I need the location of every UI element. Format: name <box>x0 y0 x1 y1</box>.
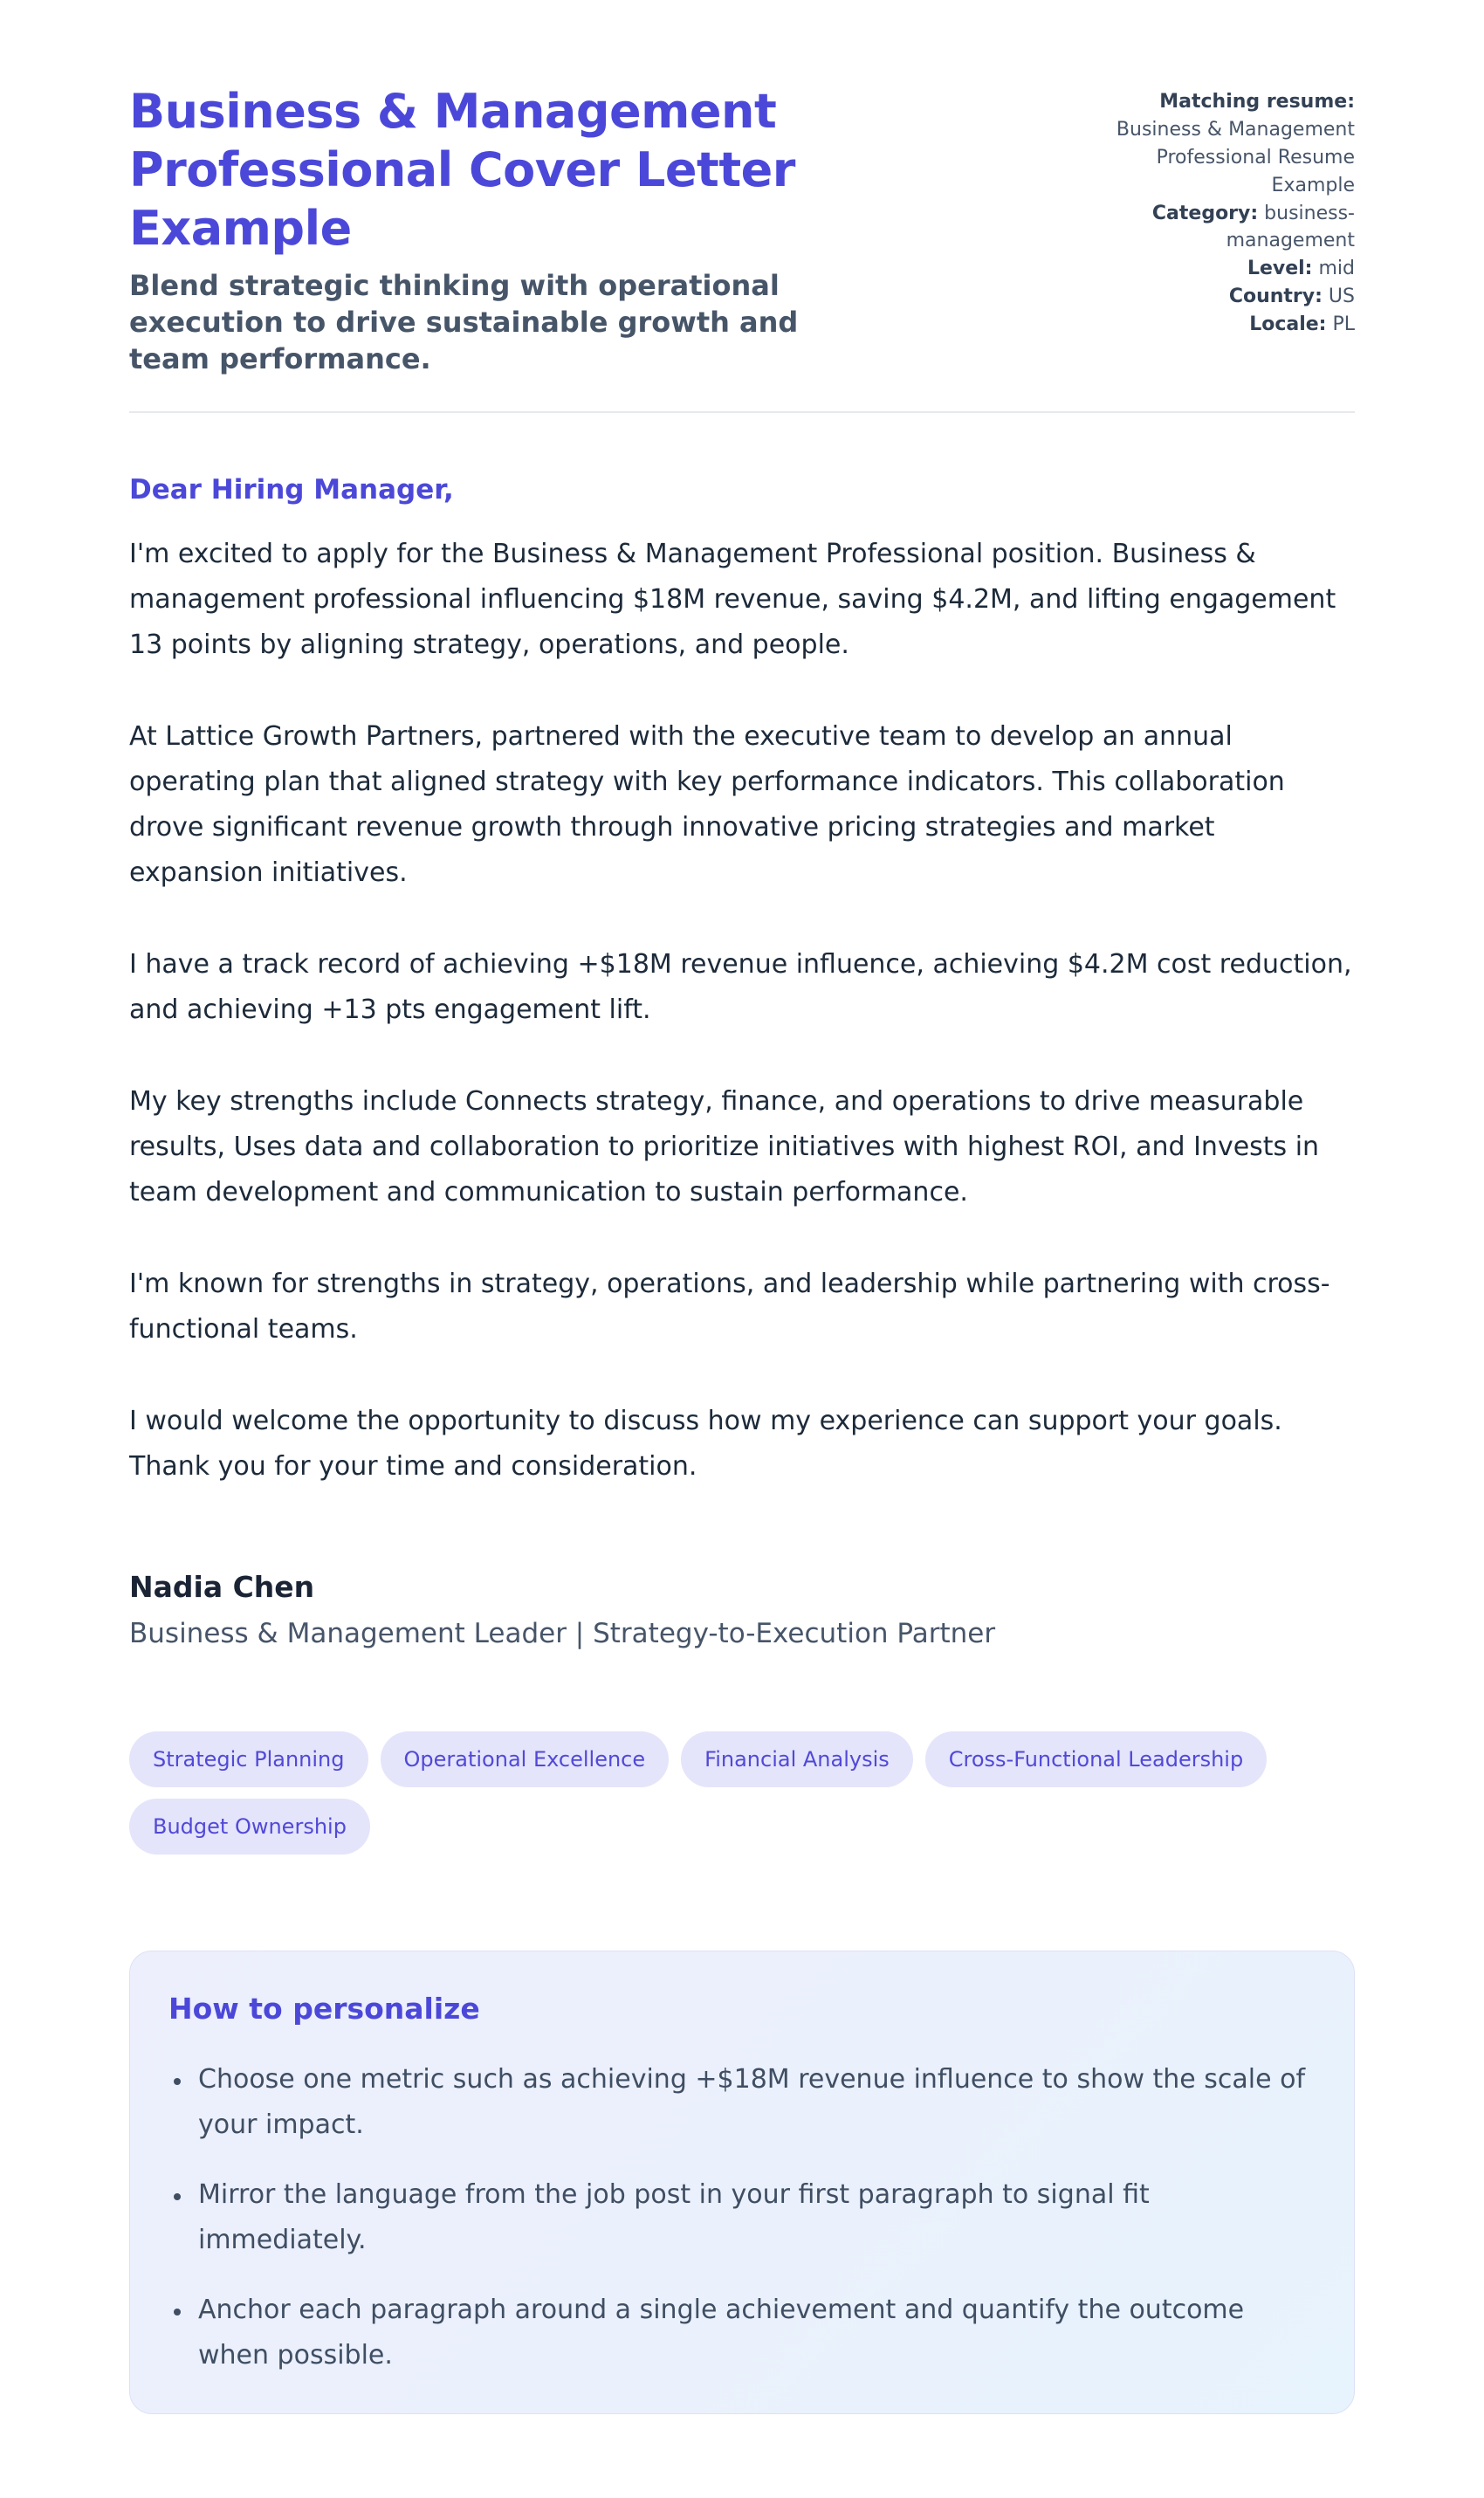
meta-country <box>1075 283 1355 311</box>
meta-label: Level: <box>1247 258 1313 280</box>
tag-pill-financial-analysis: Financial Analysis <box>681 1731 913 1787</box>
meta-value: Business & Management Professional Resume Example <box>1116 118 1355 196</box>
letter-paragraph-2: At Lattice Growth Partners, partnered with the executive team to develop an annual operating plan that aligned strategy with key performance indicators. This collaboration drove significant revenue growth through innovative pricing strategies and market expansion initiatives. <box>129 720 1285 888</box>
letter-paragraph-5: I'm known for strengths in strategy, operations, and leadership while partnering with cross-functional teams. <box>129 1268 1330 1345</box>
tip-item-1: • Choose one metric such as achieving +$18M revenue influence to show the scale of your impact. <box>193 2057 1309 2148</box>
tips-list <box>168 2057 1309 2378</box>
signature-title: Business & Management Leader | Strategy-to-Execution Partner <box>129 1617 996 1649</box>
meta-matching-resume <box>1075 88 1355 200</box>
content <box>129 83 1355 2414</box>
meta-value: mid <box>1318 258 1355 280</box>
meta-label: Locale: <box>1249 313 1327 336</box>
meta-value: US <box>1328 286 1355 308</box>
meta-value: business-management <box>1226 202 1355 252</box>
tip-item-2: • Mirror the language from the job post in your first paragraph to signal fit immediately. <box>193 2172 1309 2263</box>
tip-item-3: • Anchor each paragraph around a single achievement and quantify the outcome when possible. <box>193 2288 1309 2378</box>
cover-letter-body <box>129 474 1355 1649</box>
header-divider <box>129 411 1355 413</box>
meta-label: Country: <box>1228 286 1323 308</box>
meta-locale <box>1075 311 1355 339</box>
letter-paragraph-3: I have a track record of achieving +$18M revenue influence, achieving $4.2M cost reduction, and achieving +13 pts engagement lift. <box>129 948 1352 1025</box>
signature-name: Nadia Chen <box>129 1569 315 1604</box>
letter-paragraph-1: I'm excited to apply for the Business & Management Professional position. Business & management professional influencing $18M revenue, saving $4.2M, and lifting engagement 13 points by aligning strategy, operations, and people. <box>129 538 1336 660</box>
meta-label: Category: <box>1151 202 1259 224</box>
header-left <box>129 83 932 378</box>
meta-category <box>1075 200 1355 256</box>
page-title: Business & Management Professional Cover Letter Example <box>129 84 795 256</box>
tips-title: How to personalize <box>168 1991 480 2026</box>
tag-pill-budget-ownership: Budget Ownership <box>129 1799 370 1855</box>
tag-list <box>129 1731 1355 1855</box>
meta-panel <box>1075 83 1355 339</box>
page-subtitle: Blend strategic thinking with operational execution to drive sustainable growth and team performance. <box>129 268 799 376</box>
tag-pill-cross-functional-leadership: Cross-Functional Leadership <box>925 1731 1267 1787</box>
letter-paragraph-6: I would welcome the opportunity to discuss how my experience can support your goals. Thank you for your time and consideration. <box>129 1405 1282 1482</box>
salutation: Dear Hiring Manager, <box>129 473 454 506</box>
header <box>129 83 1355 378</box>
how-to-personalize-box <box>129 1951 1355 2414</box>
meta-label: Matching resume: <box>1159 91 1355 113</box>
meta-value: PL <box>1332 313 1355 336</box>
letter-paragraph-4: My key strengths include Connects strategy, finance, and operations to drive measurable results, Uses data and collaboration to prioritize initiatives with highest ROI, and Invests in team development and communication to sustain performance. <box>129 1085 1320 1208</box>
tag-pill-strategic-planning: Strategic Planning <box>129 1731 368 1787</box>
meta-level <box>1075 255 1355 283</box>
tag-pill-operational-excellence: Operational Excellence <box>381 1731 670 1787</box>
